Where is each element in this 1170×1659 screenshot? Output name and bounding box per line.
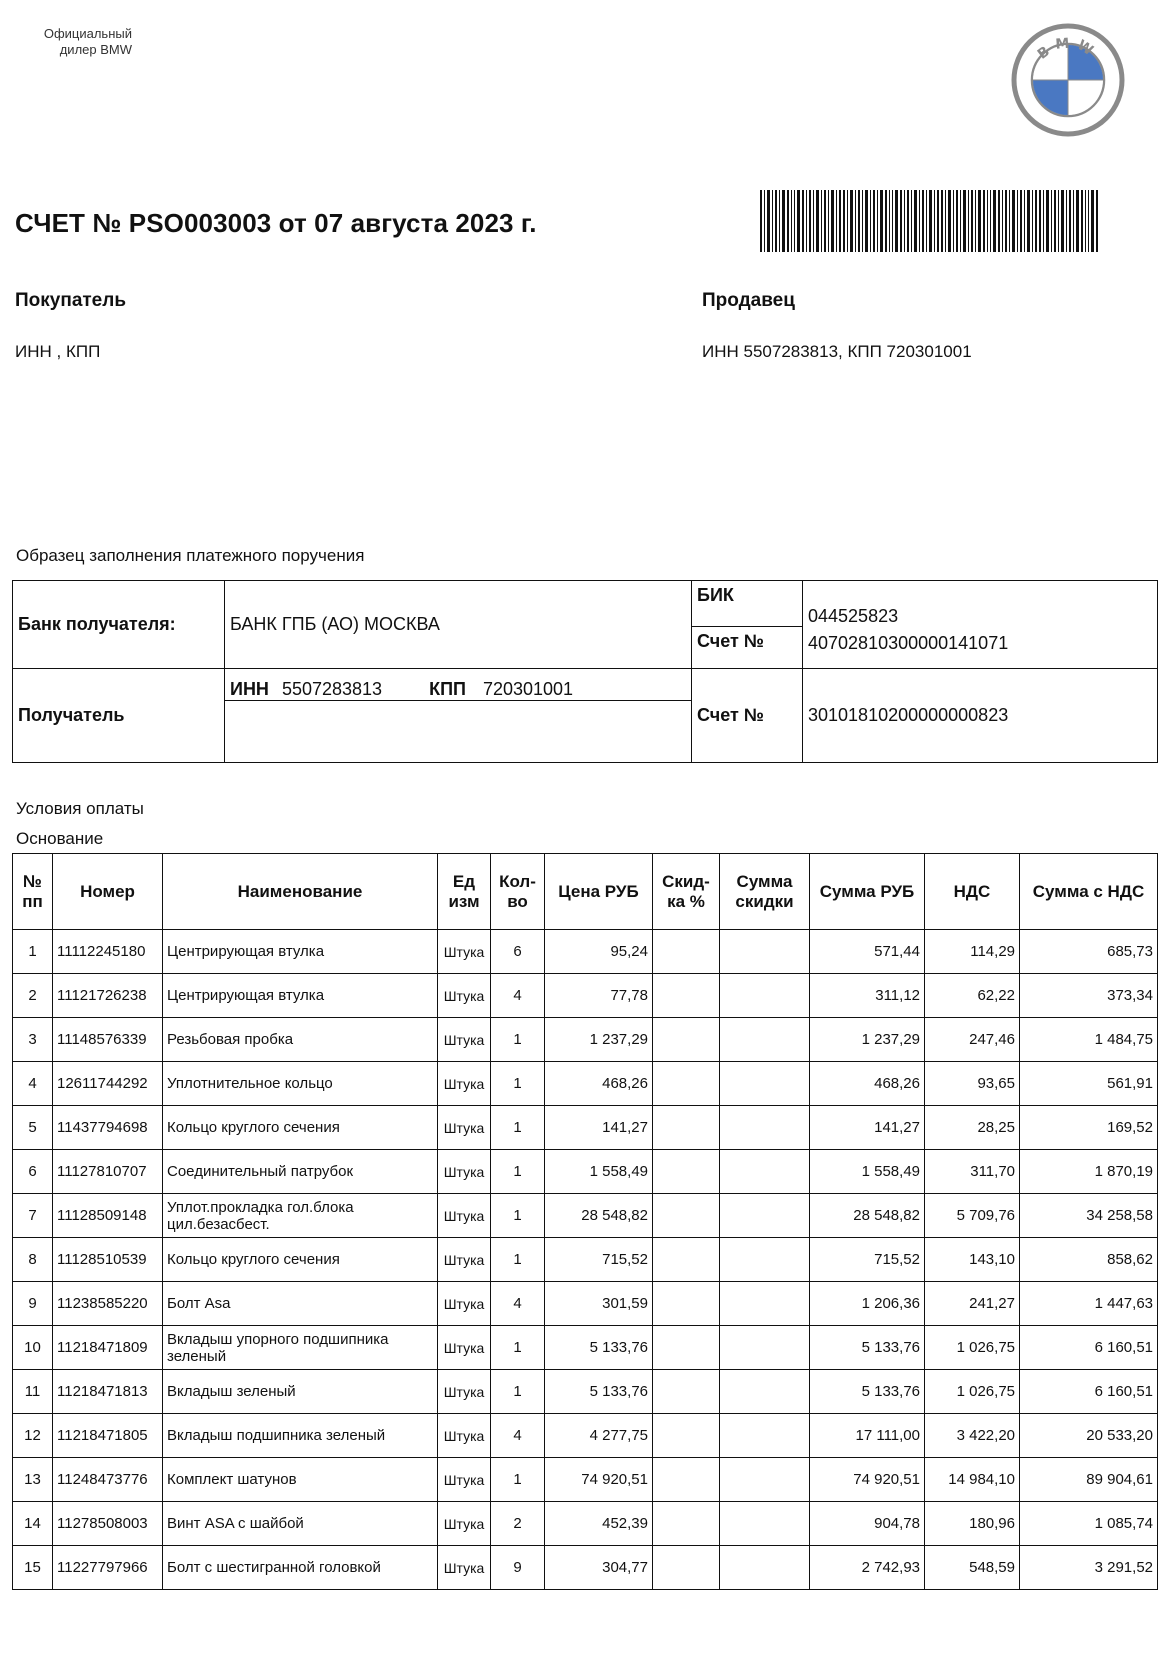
row-number-cell: 15 (13, 1546, 53, 1590)
row-number-cell: 2 (13, 974, 53, 1018)
price-cell: 5 133,76 (545, 1326, 653, 1370)
price-cell: 468,26 (545, 1062, 653, 1106)
sum-cell: 904,78 (810, 1502, 925, 1546)
part-number-cell: 11248473776 (53, 1458, 163, 1502)
unit-cell: Штука (438, 1238, 491, 1282)
price-cell: 77,78 (545, 974, 653, 1018)
table-row (13, 1326, 1158, 1370)
discount-sum-cell (720, 1062, 810, 1106)
row-number-cell: 10 (13, 1326, 53, 1370)
recipient-label: Получатель (13, 669, 225, 763)
row-number-cell: 6 (13, 1150, 53, 1194)
part-number-cell: 11127810707 (53, 1150, 163, 1194)
total-with-vat-cell: 685,73 (1020, 930, 1158, 974)
price-cell: 4 277,75 (545, 1414, 653, 1458)
table-row (13, 930, 1158, 974)
col-qty-header: Кол-во (491, 854, 545, 930)
unit-cell: Штука (438, 1062, 491, 1106)
part-number-cell: 11148576339 (53, 1018, 163, 1062)
quantity-cell: 4 (491, 1414, 545, 1458)
discount-sum-cell (720, 1458, 810, 1502)
vat-cell: 311,70 (925, 1150, 1020, 1194)
col-sum-header: Сумма РУБ (810, 854, 925, 930)
bik-label: БИК (692, 581, 803, 627)
table-row (13, 1282, 1158, 1326)
col-part-number-header: Номер (53, 854, 163, 930)
total-with-vat-cell: 1 447,63 (1020, 1282, 1158, 1326)
bank-details-table (12, 580, 1158, 763)
item-name-cell: Резьбовая пробка (163, 1018, 438, 1062)
unit-cell: Штука (438, 1414, 491, 1458)
sum-cell: 571,44 (810, 930, 925, 974)
discount-sum-cell (720, 1326, 810, 1370)
vat-cell: 14 984,10 (925, 1458, 1020, 1502)
discount-pct-cell (653, 1106, 720, 1150)
barcode-icon (760, 190, 1100, 252)
quantity-cell: 1 (491, 1238, 545, 1282)
part-number-cell: 11238585220 (53, 1282, 163, 1326)
unit-cell: Штука (438, 1106, 491, 1150)
sum-cell: 5 133,76 (810, 1326, 925, 1370)
discount-sum-cell (720, 1238, 810, 1282)
payment-terms-label: Условия оплаты (16, 799, 144, 818)
total-with-vat-cell: 89 904,61 (1020, 1458, 1158, 1502)
recipient-inn-kpp (225, 669, 692, 701)
dealer-line-2: дилер BMW (59, 42, 132, 57)
discount-sum-cell (720, 1194, 810, 1238)
quantity-cell: 1 (491, 1326, 545, 1370)
vat-cell: 180,96 (925, 1502, 1020, 1546)
table-row (13, 1414, 1158, 1458)
sum-cell: 715,52 (810, 1238, 925, 1282)
bik-value: 044525823 (803, 581, 1158, 627)
total-with-vat-cell: 1 085,74 (1020, 1502, 1158, 1546)
discount-sum-cell (720, 974, 810, 1018)
discount-sum-cell (720, 1282, 810, 1326)
discount-sum-cell (720, 1414, 810, 1458)
quantity-cell: 1 (491, 1194, 545, 1238)
vat-cell: 62,22 (925, 974, 1020, 1018)
row-number-cell: 5 (13, 1106, 53, 1150)
discount-sum-cell (720, 1150, 810, 1194)
unit-cell: Штука (438, 1018, 491, 1062)
discount-pct-cell (653, 1194, 720, 1238)
table-row (13, 1018, 1158, 1062)
sum-cell: 2 742,93 (810, 1546, 925, 1590)
row-number-cell: 8 (13, 1238, 53, 1282)
table-header-row (13, 854, 1158, 930)
vat-cell: 1 026,75 (925, 1370, 1020, 1414)
unit-cell: Штука (438, 974, 491, 1018)
discount-sum-cell (720, 930, 810, 974)
bmw-logo-text: BMW (1034, 35, 1101, 63)
discount-pct-cell (653, 1502, 720, 1546)
vat-cell: 3 422,20 (925, 1414, 1020, 1458)
discount-pct-cell (653, 930, 720, 974)
quantity-cell: 6 (491, 930, 545, 974)
item-name-cell: Вкладыш зеленый (163, 1370, 438, 1414)
basis-label: Основание (16, 829, 104, 848)
col-name-header: Наименование (163, 854, 438, 930)
bank-name: БАНК ГПБ (АО) МОСКВА (225, 581, 692, 669)
items-table (12, 853, 1158, 1590)
item-name-cell: Кольцо круглого сечения (163, 1238, 438, 1282)
quantity-cell: 1 (491, 1150, 545, 1194)
vat-cell: 247,46 (925, 1018, 1020, 1062)
bmw-logo-icon (1010, 22, 1126, 138)
discount-pct-cell (653, 1458, 720, 1502)
discount-pct-cell (653, 1414, 720, 1458)
account-label: Счет № (692, 627, 803, 669)
price-cell: 28 548,82 (545, 1194, 653, 1238)
vat-cell: 241,27 (925, 1282, 1020, 1326)
col-unit-header: Ед изм (438, 854, 491, 930)
sum-cell: 311,12 (810, 974, 925, 1018)
table-row (13, 1062, 1158, 1106)
quantity-cell: 1 (491, 1018, 545, 1062)
quantity-cell: 1 (491, 1458, 545, 1502)
total-with-vat-cell: 34 258,58 (1020, 1194, 1158, 1238)
price-cell: 301,59 (545, 1282, 653, 1326)
table-row (13, 1370, 1158, 1414)
corr-account-value: 30101810200000000823 (803, 669, 1158, 763)
price-cell: 5 133,76 (545, 1370, 653, 1414)
part-number-cell: 11218471813 (53, 1370, 163, 1414)
inn-value: 5507283813 (281, 679, 383, 699)
discount-sum-cell (720, 1546, 810, 1590)
part-number-cell: 11218471809 (53, 1326, 163, 1370)
account-value: 40702810300000141071 (803, 627, 1158, 669)
row-number-cell: 12 (13, 1414, 53, 1458)
discount-pct-cell (653, 1238, 720, 1282)
sum-cell: 28 548,82 (810, 1194, 925, 1238)
unit-cell: Штука (438, 1370, 491, 1414)
part-number-cell: 12611744292 (53, 1062, 163, 1106)
discount-pct-cell (653, 1062, 720, 1106)
row-number-cell: 1 (13, 930, 53, 974)
unit-cell: Штука (438, 1458, 491, 1502)
total-with-vat-cell: 561,91 (1020, 1062, 1158, 1106)
part-number-cell: 11437794698 (53, 1106, 163, 1150)
item-name-cell: Кольцо круглого сечения (163, 1106, 438, 1150)
discount-pct-cell (653, 1150, 720, 1194)
unit-cell: Штука (438, 1546, 491, 1590)
sum-cell: 141,27 (810, 1106, 925, 1150)
vat-cell: 28,25 (925, 1106, 1020, 1150)
table-row (13, 1194, 1158, 1238)
table-row (13, 1546, 1158, 1590)
row-number-cell: 4 (13, 1062, 53, 1106)
price-cell: 74 920,51 (545, 1458, 653, 1502)
payment-conditions (16, 794, 144, 854)
discount-pct-cell (653, 1326, 720, 1370)
discount-pct-cell (653, 1370, 720, 1414)
table-row (13, 1502, 1158, 1546)
total-with-vat-cell: 373,34 (1020, 974, 1158, 1018)
discount-pct-cell (653, 1018, 720, 1062)
discount-sum-cell (720, 1106, 810, 1150)
total-with-vat-cell: 858,62 (1020, 1238, 1158, 1282)
row-number-cell: 7 (13, 1194, 53, 1238)
price-cell: 95,24 (545, 930, 653, 974)
item-name-cell: Болт с шестигранной головкой (163, 1546, 438, 1590)
buyer-details: ИНН , КПП (15, 342, 101, 361)
table-row (13, 974, 1158, 1018)
dealer-caption (40, 26, 132, 58)
quantity-cell: 2 (491, 1502, 545, 1546)
quantity-cell: 1 (491, 1106, 545, 1150)
dealer-line-1: Официальный (43, 26, 132, 41)
corr-account-label: Счет № (692, 669, 803, 763)
invoice-title: СЧЕТ № PSO003003 от 07 августа 2023 г. (15, 208, 537, 238)
discount-sum-cell (720, 1370, 810, 1414)
total-with-vat-cell: 6 160,51 (1020, 1326, 1158, 1370)
total-with-vat-cell: 1 484,75 (1020, 1018, 1158, 1062)
table-row (13, 1150, 1158, 1194)
item-name-cell: Вкладыш упорного подшипника зеленый (163, 1326, 438, 1370)
price-cell: 1 237,29 (545, 1018, 653, 1062)
row-number-cell: 3 (13, 1018, 53, 1062)
discount-pct-cell (653, 1546, 720, 1590)
part-number-cell: 11112245180 (53, 930, 163, 974)
item-name-cell: Центрирующая втулка (163, 930, 438, 974)
sum-cell: 1 206,36 (810, 1282, 925, 1326)
total-with-vat-cell: 169,52 (1020, 1106, 1158, 1150)
price-cell: 141,27 (545, 1106, 653, 1150)
total-with-vat-cell: 20 533,20 (1020, 1414, 1158, 1458)
bank-label: Банк получателя: (13, 581, 225, 669)
row-number-cell: 11 (13, 1370, 53, 1414)
inn-label: ИНН (230, 679, 269, 699)
table-row (13, 1238, 1158, 1282)
price-cell: 715,52 (545, 1238, 653, 1282)
kpp-value: 720301001 (482, 679, 574, 699)
quantity-cell: 9 (491, 1546, 545, 1590)
part-number-cell: 11121726238 (53, 974, 163, 1018)
total-with-vat-cell: 1 870,19 (1020, 1150, 1158, 1194)
unit-cell: Штука (438, 1150, 491, 1194)
part-number-cell: 11128509148 (53, 1194, 163, 1238)
sum-cell: 17 111,00 (810, 1414, 925, 1458)
col-total-header: Сумма с НДС (1020, 854, 1158, 930)
sum-cell: 1 237,29 (810, 1018, 925, 1062)
item-name-cell: Вкладыш подшипника зеленый (163, 1414, 438, 1458)
item-name-cell: Комплект шатунов (163, 1458, 438, 1502)
quantity-cell: 4 (491, 1282, 545, 1326)
item-name-cell: Соединительный патрубок (163, 1150, 438, 1194)
row-number-cell: 14 (13, 1502, 53, 1546)
item-name-cell: Винт ASA с шайбой (163, 1502, 438, 1546)
quantity-cell: 4 (491, 974, 545, 1018)
payment-sample-caption: Образец заполнения платежного поручения (16, 546, 365, 565)
discount-sum-cell (720, 1502, 810, 1546)
vat-cell: 114,29 (925, 930, 1020, 974)
unit-cell: Штука (438, 1502, 491, 1546)
seller-details: ИНН 5507283813, КПП 720301001 (702, 342, 972, 361)
sum-cell: 5 133,76 (810, 1370, 925, 1414)
unit-cell: Штука (438, 1282, 491, 1326)
recipient-name (225, 701, 692, 763)
col-price-header: Цена РУБ (545, 854, 653, 930)
col-number-header: № пп (13, 854, 53, 930)
sum-cell: 468,26 (810, 1062, 925, 1106)
quantity-cell: 1 (491, 1062, 545, 1106)
vat-cell: 93,65 (925, 1062, 1020, 1106)
unit-cell: Штука (438, 1326, 491, 1370)
table-row (13, 1106, 1158, 1150)
table-row (13, 1458, 1158, 1502)
part-number-cell: 11227797966 (53, 1546, 163, 1590)
total-with-vat-cell: 3 291,52 (1020, 1546, 1158, 1590)
row-number-cell: 9 (13, 1282, 53, 1326)
part-number-cell: 11128510539 (53, 1238, 163, 1282)
price-cell: 452,39 (545, 1502, 653, 1546)
sum-cell: 74 920,51 (810, 1458, 925, 1502)
vat-cell: 1 026,75 (925, 1326, 1020, 1370)
vat-cell: 548,59 (925, 1546, 1020, 1590)
col-vat-header: НДС (925, 854, 1020, 930)
discount-pct-cell (653, 1282, 720, 1326)
part-number-cell: 11278508003 (53, 1502, 163, 1546)
sum-cell: 1 558,49 (810, 1150, 925, 1194)
item-name-cell: Уплот.прокладка гол.блока цил.безасбест. (163, 1194, 438, 1238)
item-name-cell: Уплотнительное кольцо (163, 1062, 438, 1106)
kpp-label: КПП (429, 679, 466, 699)
col-discount-pct-header: Скид-ка % (653, 854, 720, 930)
part-number-cell: 11218471805 (53, 1414, 163, 1458)
vat-cell: 5 709,76 (925, 1194, 1020, 1238)
buyer-heading: Покупатель (15, 290, 127, 311)
price-cell: 1 558,49 (545, 1150, 653, 1194)
discount-pct-cell (653, 974, 720, 1018)
col-discount-sum-header: Сумма скидки (720, 854, 810, 930)
unit-cell: Штука (438, 1194, 491, 1238)
unit-cell: Штука (438, 930, 491, 974)
item-name-cell: Центрирующая втулка (163, 974, 438, 1018)
price-cell: 304,77 (545, 1546, 653, 1590)
discount-sum-cell (720, 1018, 810, 1062)
item-name-cell: Болт Asa (163, 1282, 438, 1326)
quantity-cell: 1 (491, 1370, 545, 1414)
row-number-cell: 13 (13, 1458, 53, 1502)
vat-cell: 143,10 (925, 1238, 1020, 1282)
total-with-vat-cell: 6 160,51 (1020, 1370, 1158, 1414)
seller-heading: Продавец (702, 290, 795, 311)
